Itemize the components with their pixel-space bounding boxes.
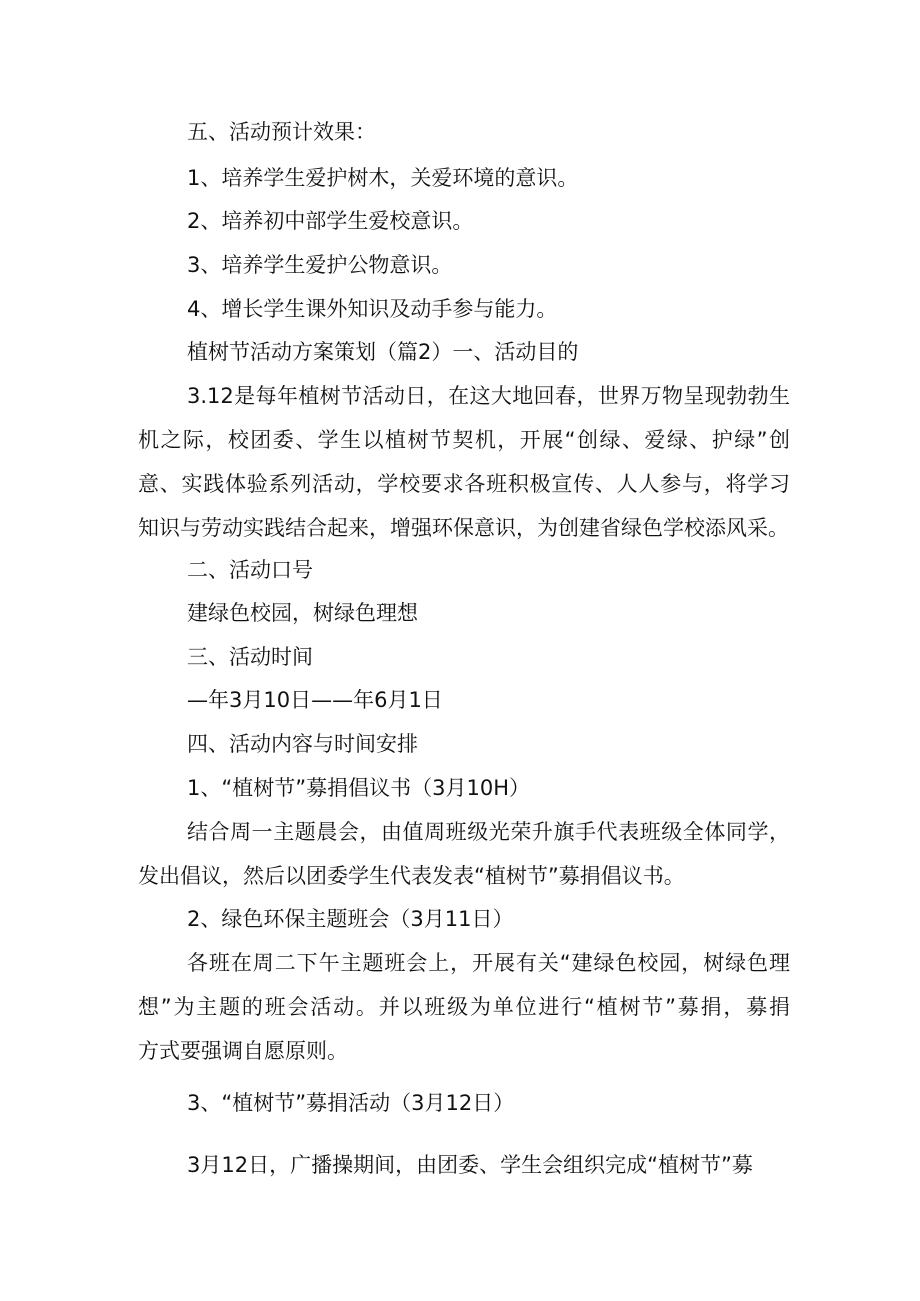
paragraph-line: 发出倡议，然后以团委学生代表发表“植树节”募捐倡议书。 [138, 864, 685, 888]
list-item: 3、培养学生爱护公物意识。 [187, 253, 453, 277]
list-item: 4、增长学生课外知识及动手参与能力。 [187, 297, 558, 321]
sub-heading: 3、“植树节”募捐活动（3月12日） [187, 1091, 515, 1115]
paragraph-purpose [138, 381, 790, 557]
paragraph-line: 机之际，校团委、学生以植树节契机，开展“创绿、爱绿、护绿”创 [138, 428, 790, 452]
section-heading-slogan: 二、活动口号 [187, 558, 313, 582]
sub-heading: 1、“植树节”募捐倡议书（3月10H） [187, 776, 530, 800]
paragraph-line: 3.12是每年植树节活动日，在这大地回春，世界万物呈现勃勃生 [187, 384, 790, 408]
paragraph-line: 知识与劳动实践结合起来，增强环保意识，为创建省绿色学校添风采。 [138, 516, 789, 540]
section-heading-time: 三、活动时间 [187, 645, 313, 669]
paragraph-line: 3月12日，广播操期间，由团委、学生会组织完成“植树节”募 [187, 1153, 753, 1177]
article-heading: 植树节活动方案策划（篇2）一、活动目的 [187, 340, 579, 364]
paragraph-proposal [138, 817, 790, 905]
paragraph-line: 意、实践体验系列活动，学校要求各班积极宣传、人人参与，将学习 [138, 472, 790, 496]
list-item: 2、培养初中部学生爱校意识。 [187, 209, 474, 233]
paragraph-line: 方式要强调自愿原则。 [138, 1039, 348, 1063]
slogan-text: 建绿色校园，树绿色理想 [187, 601, 418, 625]
time-range-text: —年3月10日——年6月1日 [187, 688, 443, 712]
section-heading-effects: 五、活动预计效果： [187, 120, 376, 144]
list-item: 1、培养学生爱护树木，关爱环境的意识。 [187, 166, 579, 190]
section-heading-content: 四、活动内容与时间安排 [187, 732, 418, 756]
paragraph-line: 结合周一主题晨会，由值周班级光荣升旗手代表班级全体同学， [187, 820, 790, 844]
sub-heading: 2、绿色环保主题班会（3月11日） [187, 907, 514, 931]
paragraph-line: 各班在周二下午主题班会上，开展有关“建绿色校园，树绿色理 [187, 951, 790, 975]
paragraph-line: 想”为主题的班会活动。并以班级为单位进行“植树节”募捐，募捐 [138, 995, 790, 1019]
paragraph-class-meeting [138, 948, 790, 1080]
